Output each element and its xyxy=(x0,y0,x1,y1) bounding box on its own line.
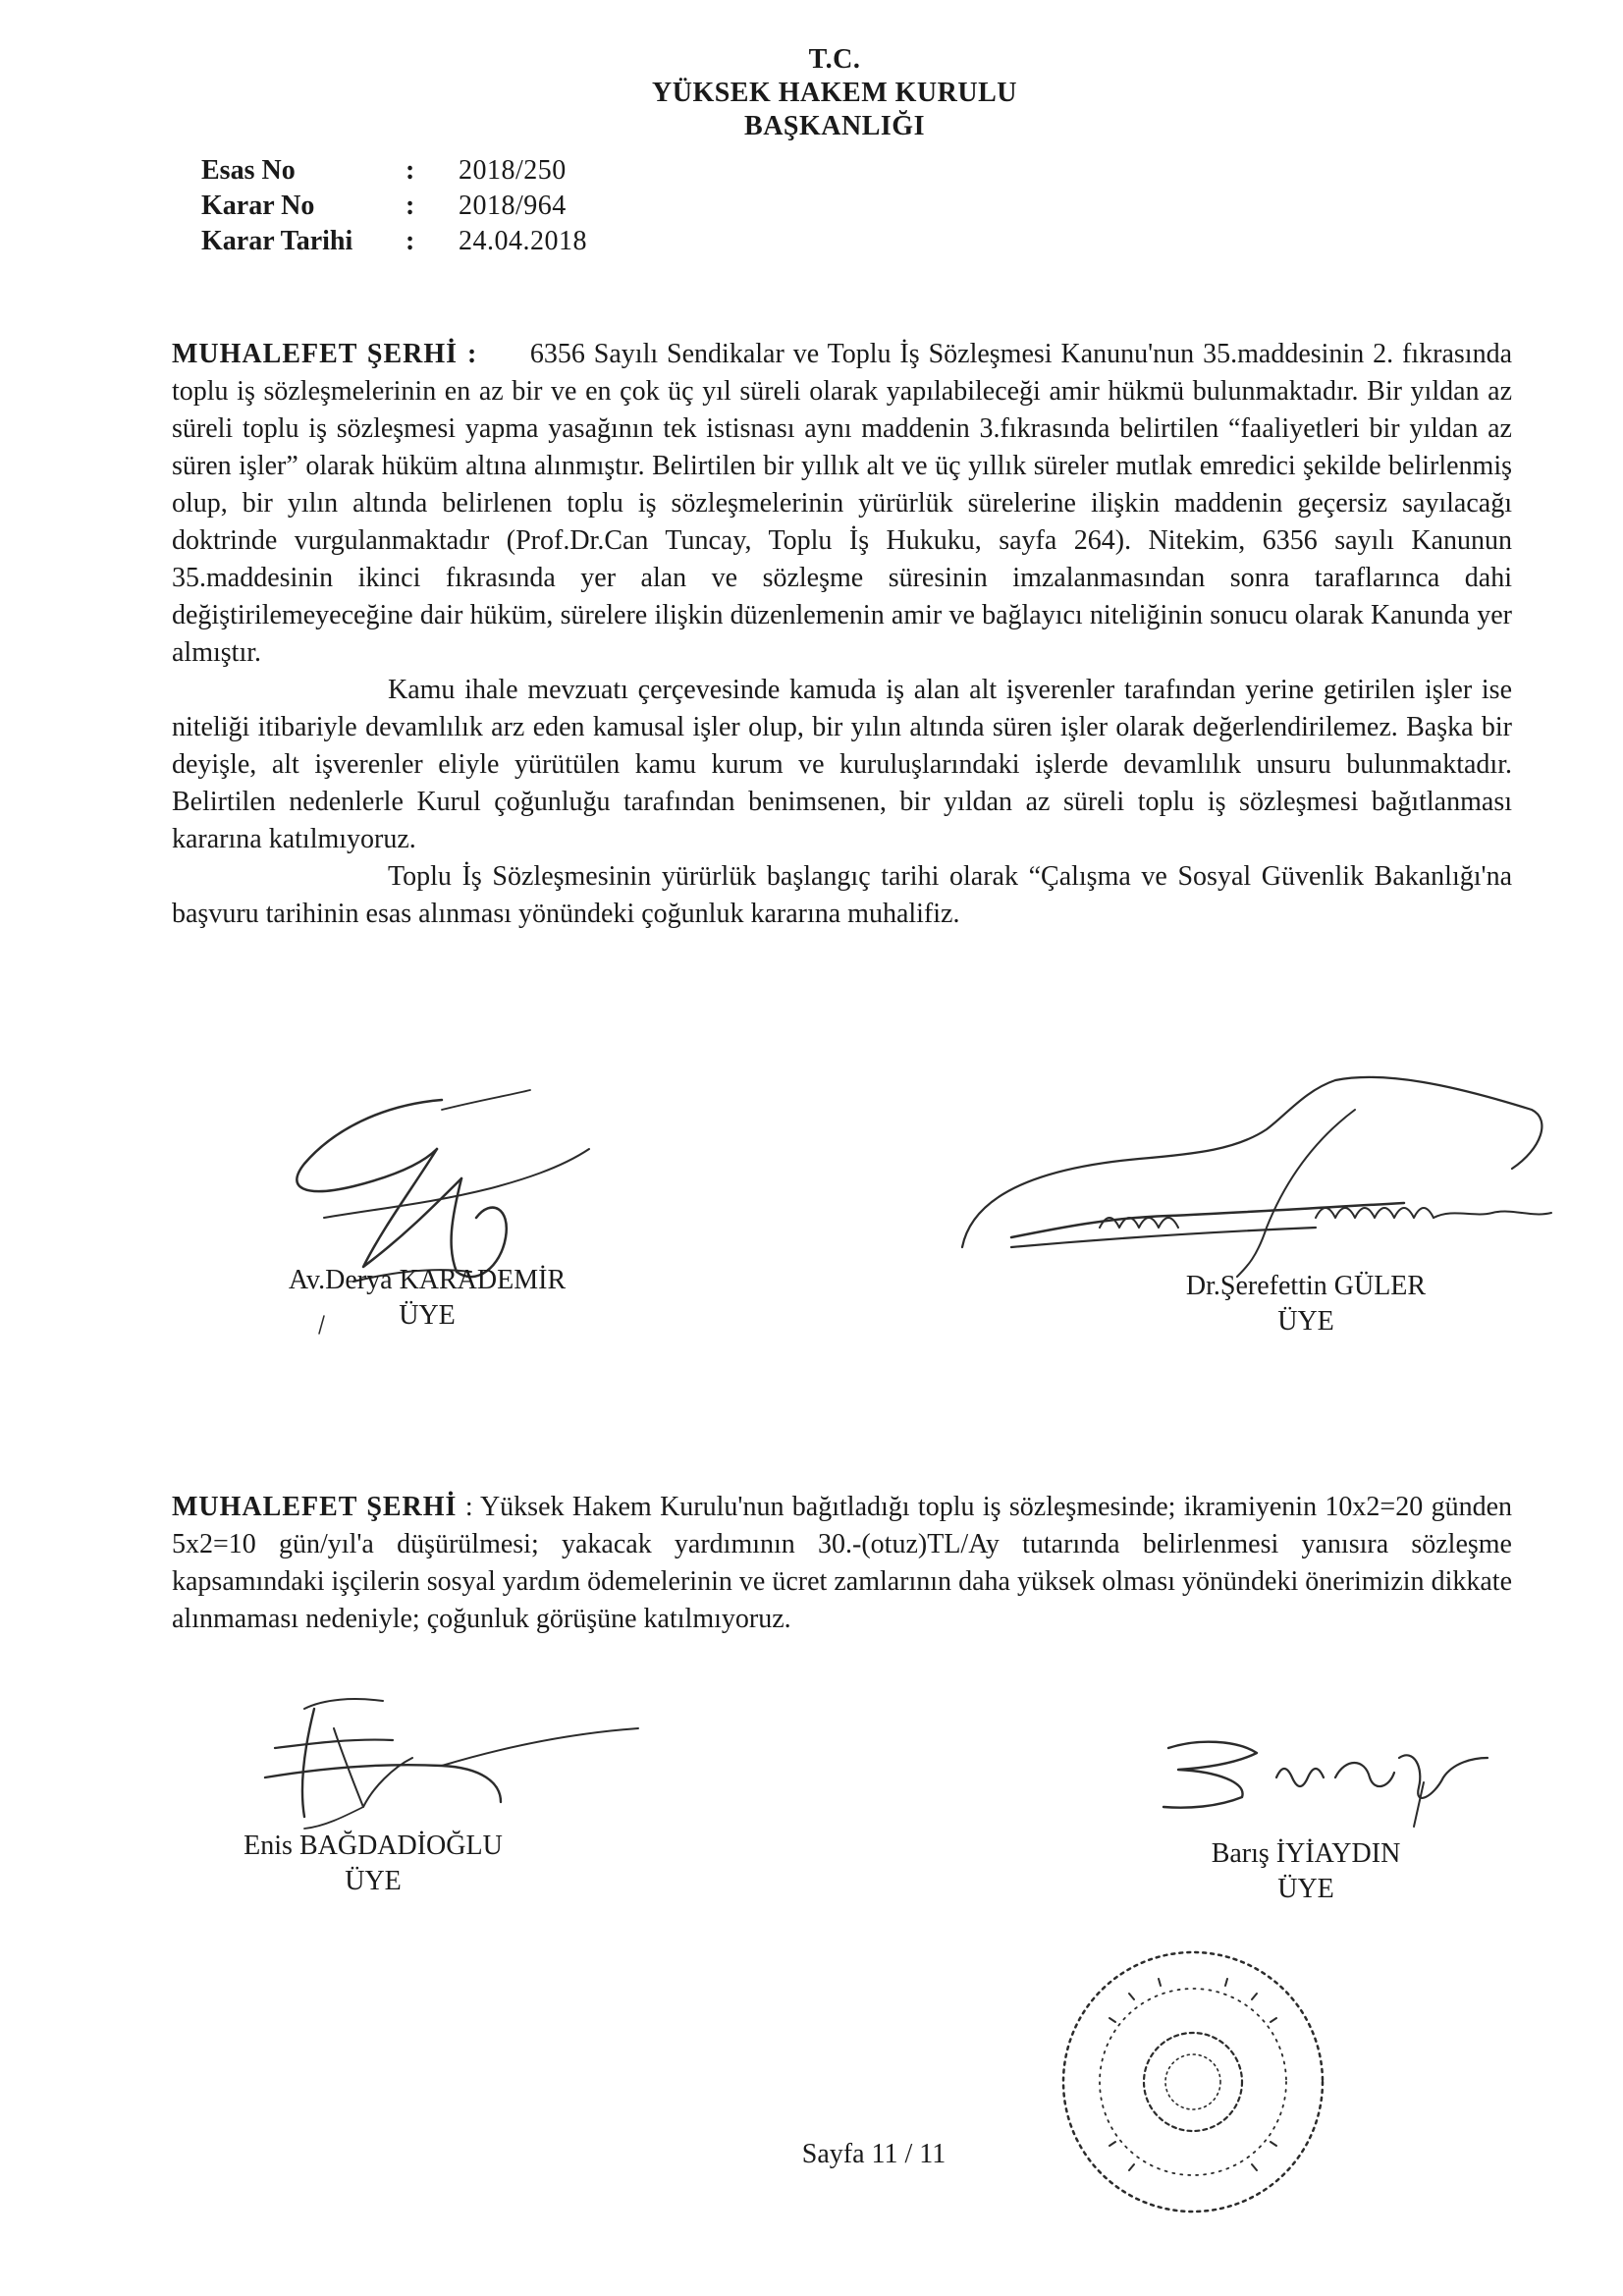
signer-karademir-role: ÜYE xyxy=(399,1300,456,1331)
dissent-2-paragraph xyxy=(172,1489,1512,1638)
signer-iyiaydin-role: ÜYE xyxy=(1277,1874,1334,1904)
signer-bagdadioglu xyxy=(157,1829,589,1899)
esas-no-row xyxy=(201,153,587,189)
signature-guler xyxy=(943,1070,1591,1296)
dissent-1-paragraph-2: Kamu ihale mevzuatı çerçevesinde kamuda iş alan alt işverenler tarafından yerine getirilen işler ise niteliği itibariyle devamlılık arz eden kamusal işler olup, bir yılın altında süren işler olarak değerlendirilemez. Başka bir deyişle, alt işverenler eliyle yürütülen kamu kurum ve kuruluşlarındaki işlerde devamlılık unsuru bulunmaktadır. Belirtilen nedenlerle Kurul çoğunluğu tarafından benimsenen, bir yıldan az süreli toplu iş sözleşmesi bağıtlanması kararına katılmıyoruz. xyxy=(172,675,1512,854)
karar-no-row xyxy=(201,189,587,224)
esas-no-value: 2018/250 xyxy=(459,155,567,186)
dissent-1-heading: MUHALEFET ŞERHİ : xyxy=(172,339,478,369)
signer-iyiaydin-name: Barış İYİAYDIN xyxy=(1211,1838,1401,1869)
header-line-presidency: BAŞKANLIĞI xyxy=(744,111,925,141)
dissent-2-text: : Yüksek Hakem Kurulu'nun bağıtladığı toplu iş sözleşmesinde; ikramiyenin 10x2=20 günden 5x2=10 gün/yıl'a düşürülmesi; yakacak yardımının 30.-(otuz)TL/Ay tutarında belirlenmesi yanısıra sözleşme kapsamındaki işçilerin sosyal yardım ödemelerinin ve ücret zamlarının daha yüksek olması yönündeki önerimizin dikkate alınmaması nedeniyle; çoğunluk görüşüne katılmıyoruz. xyxy=(172,1492,1513,1634)
signer-bagdadioglu-name: Enis BAĞDADİOĞLU xyxy=(243,1831,503,1861)
signer-guler-role: ÜYE xyxy=(1277,1306,1334,1337)
dissent-1-text: 6356 Sayılı Sendikalar ve Toplu İş Sözleşmesi Kanunu'nun 35.maddesinin 2. fıkrasında toplu iş sözleşmelerinin en az bir ve en çok üç yıl süreli olarak yapılabileceği amir hükmü bulunmaktadır. Bir yıldan az süreli toplu iş sözleşmesi yapma yasağının tek istisnası aynı maddenin 3.fıkrasında belirtilen “faaliyetleri bir yıldan az süren işler” olarak hüküm altına alınmıştır. Belirtilen bir yıllık alt ve üç yıllık süreler mutlak emredici şekilde belirlenmiş olup, bir yılın altında belirlenen toplu iş sözleşmelerinin yürürlük sürelerine ilişkin maddenin geçersiz sayılacağı doktrinde vurgulanmaktadır (Prof.Dr.Can Tuncay, Toplu İş Hukuku, sayfa 264). Nitekim, 6356 sayılı Kanunun 35.maddesinin ikinci fıkrasında yer alan ve sözleşme süresinin imzalanmasından sonra taraflarınca dahi değiştirilemeyeceğine dair hüküm, sürelere ilişkin düzenlemenin amir ve bağlayıcı niteliğinin sonucu olarak Kanunda yer almıştır. xyxy=(172,339,1513,668)
meta-colon: : xyxy=(406,191,415,221)
dissent-1-paragraph-1 xyxy=(172,336,1512,672)
signer-iyiaydin xyxy=(1119,1836,1492,1907)
dissent-section-1 xyxy=(172,336,1512,933)
signer-guler xyxy=(1129,1269,1483,1339)
signer-guler-name: Dr.Şerefettin GÜLER xyxy=(1185,1271,1427,1301)
document-header xyxy=(589,43,1080,143)
dissent-2-heading: MUHALEFET ŞERHİ xyxy=(172,1492,458,1522)
page-number: Sayfa 11 / 11 xyxy=(801,2139,947,2169)
signer-karademir xyxy=(250,1263,604,1334)
karar-no-value: 2018/964 xyxy=(459,191,567,221)
official-stamp xyxy=(1051,1940,1335,2224)
signature-bagdadioglu xyxy=(245,1689,658,1836)
esas-no-label: Esas No xyxy=(201,155,296,186)
case-metadata xyxy=(201,153,587,259)
karar-no-label: Karar No xyxy=(201,191,315,221)
meta-colon: : xyxy=(406,226,415,256)
signature-iyiaydin xyxy=(1149,1728,1502,1836)
karar-tarihi-label: Karar Tarihi xyxy=(201,226,353,256)
signer-bagdadioglu-role: ÜYE xyxy=(345,1866,402,1896)
header-line-tc: T.C. xyxy=(808,44,861,75)
signer-karademir-name: Av.Derya KARADEMİR xyxy=(288,1265,567,1295)
dissent-1-paragraph-3: Toplu İş Sözleşmesinin yürürlük başlangıç tarihi olarak “Çalışma ve Sosyal Güvenlik Bakanlığı'na başvuru tarihinin esas alınması yönündeki çoğunluk kararına muhalifiz. xyxy=(172,861,1512,929)
header-line-institution: YÜKSEK HAKEM KURULU xyxy=(652,78,1017,108)
dissent-section-2 xyxy=(172,1489,1512,1638)
karar-tarihi-row xyxy=(201,224,587,259)
meta-colon: : xyxy=(406,155,415,186)
karar-tarihi-value: 24.04.2018 xyxy=(459,226,587,256)
